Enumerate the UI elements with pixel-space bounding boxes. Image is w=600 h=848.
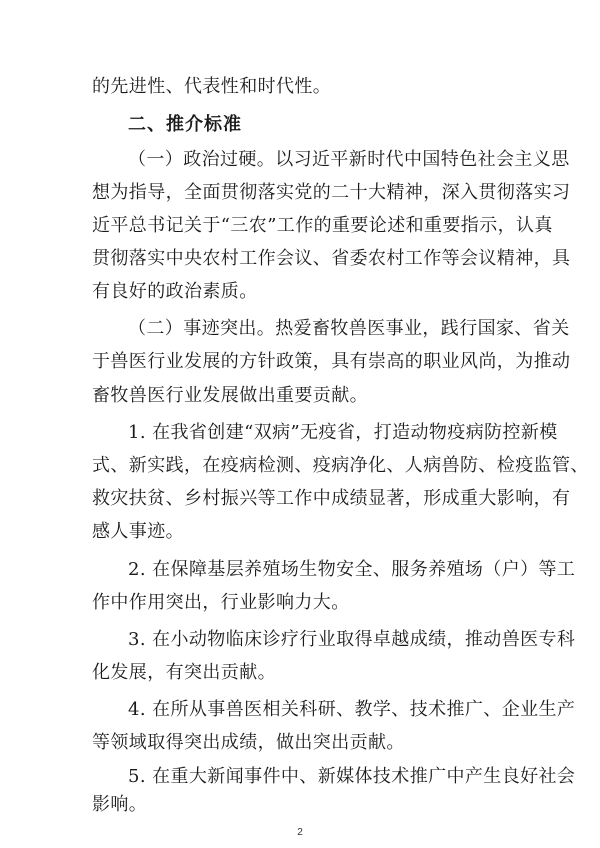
page-number: 2 [297,827,303,838]
list-item-line: 4. 在所从事兽医相关科研、教学、技术推广、企业生产 [128,699,576,720]
list-item-line: 救灾扶贫、乡村振兴等工作中成绩显著，形成重大影响，有 [92,488,571,509]
paragraph-line: （二）事迹突出。热爱畜牧兽医事业，践行国家、省关 [128,318,570,339]
section-heading: 二、推介标准 [128,114,242,135]
list-item-line: 3. 在小动物临床诊疗行业取得卓越成绩，推动兽医专科 [128,629,576,650]
paragraph-line: （一）政治过硬。以习近平新时代中国特色社会主义思 [128,149,570,170]
paragraph-line: 近平总书记关于“三农”工作的重要论述和重要指示，认真 [92,215,553,236]
list-item-line: 影响。 [92,794,148,815]
list-item-line: 1. 在我省创建“双病”无疫省，打造动物疫病防控新模 [128,422,558,443]
paragraph-line: 畜牧兽医行业发展做出重要贡献。 [92,385,368,406]
paragraph-line: 贯彻落实中央农村工作会议、省委农村工作等会议精神，具 [92,248,571,269]
list-item-line: 式、新实践，在疫病检测、疫病净化、人病兽防、检疫监管、 [92,455,589,476]
paragraph-line: 于兽医行业发展的方针政策，具有崇高的职业风尚，为推动 [92,351,571,372]
list-item-line: 2. 在保障基层养殖场生物安全、服务养殖场（户）等工 [128,559,576,580]
paragraph-line: 有良好的政治素质。 [92,281,258,302]
list-item-line: 等领域取得突出成绩，做出突出贡献。 [92,732,405,753]
list-item-line: 作中作用突出，行业影响力大。 [92,592,350,613]
paragraph-line: 的先进性、代表性和时代性。 [92,76,332,97]
list-item-line: 感人事迹。 [92,521,184,542]
list-item-line: 化发展，有突出贡献。 [92,662,276,683]
list-item-line: 5. 在重大新闻事件中、新媒体技术推广中产生良好社会 [128,766,576,787]
paragraph-line: 想为指导，全面贯彻落实党的二十大精神，深入贯彻落实习 [92,182,571,203]
